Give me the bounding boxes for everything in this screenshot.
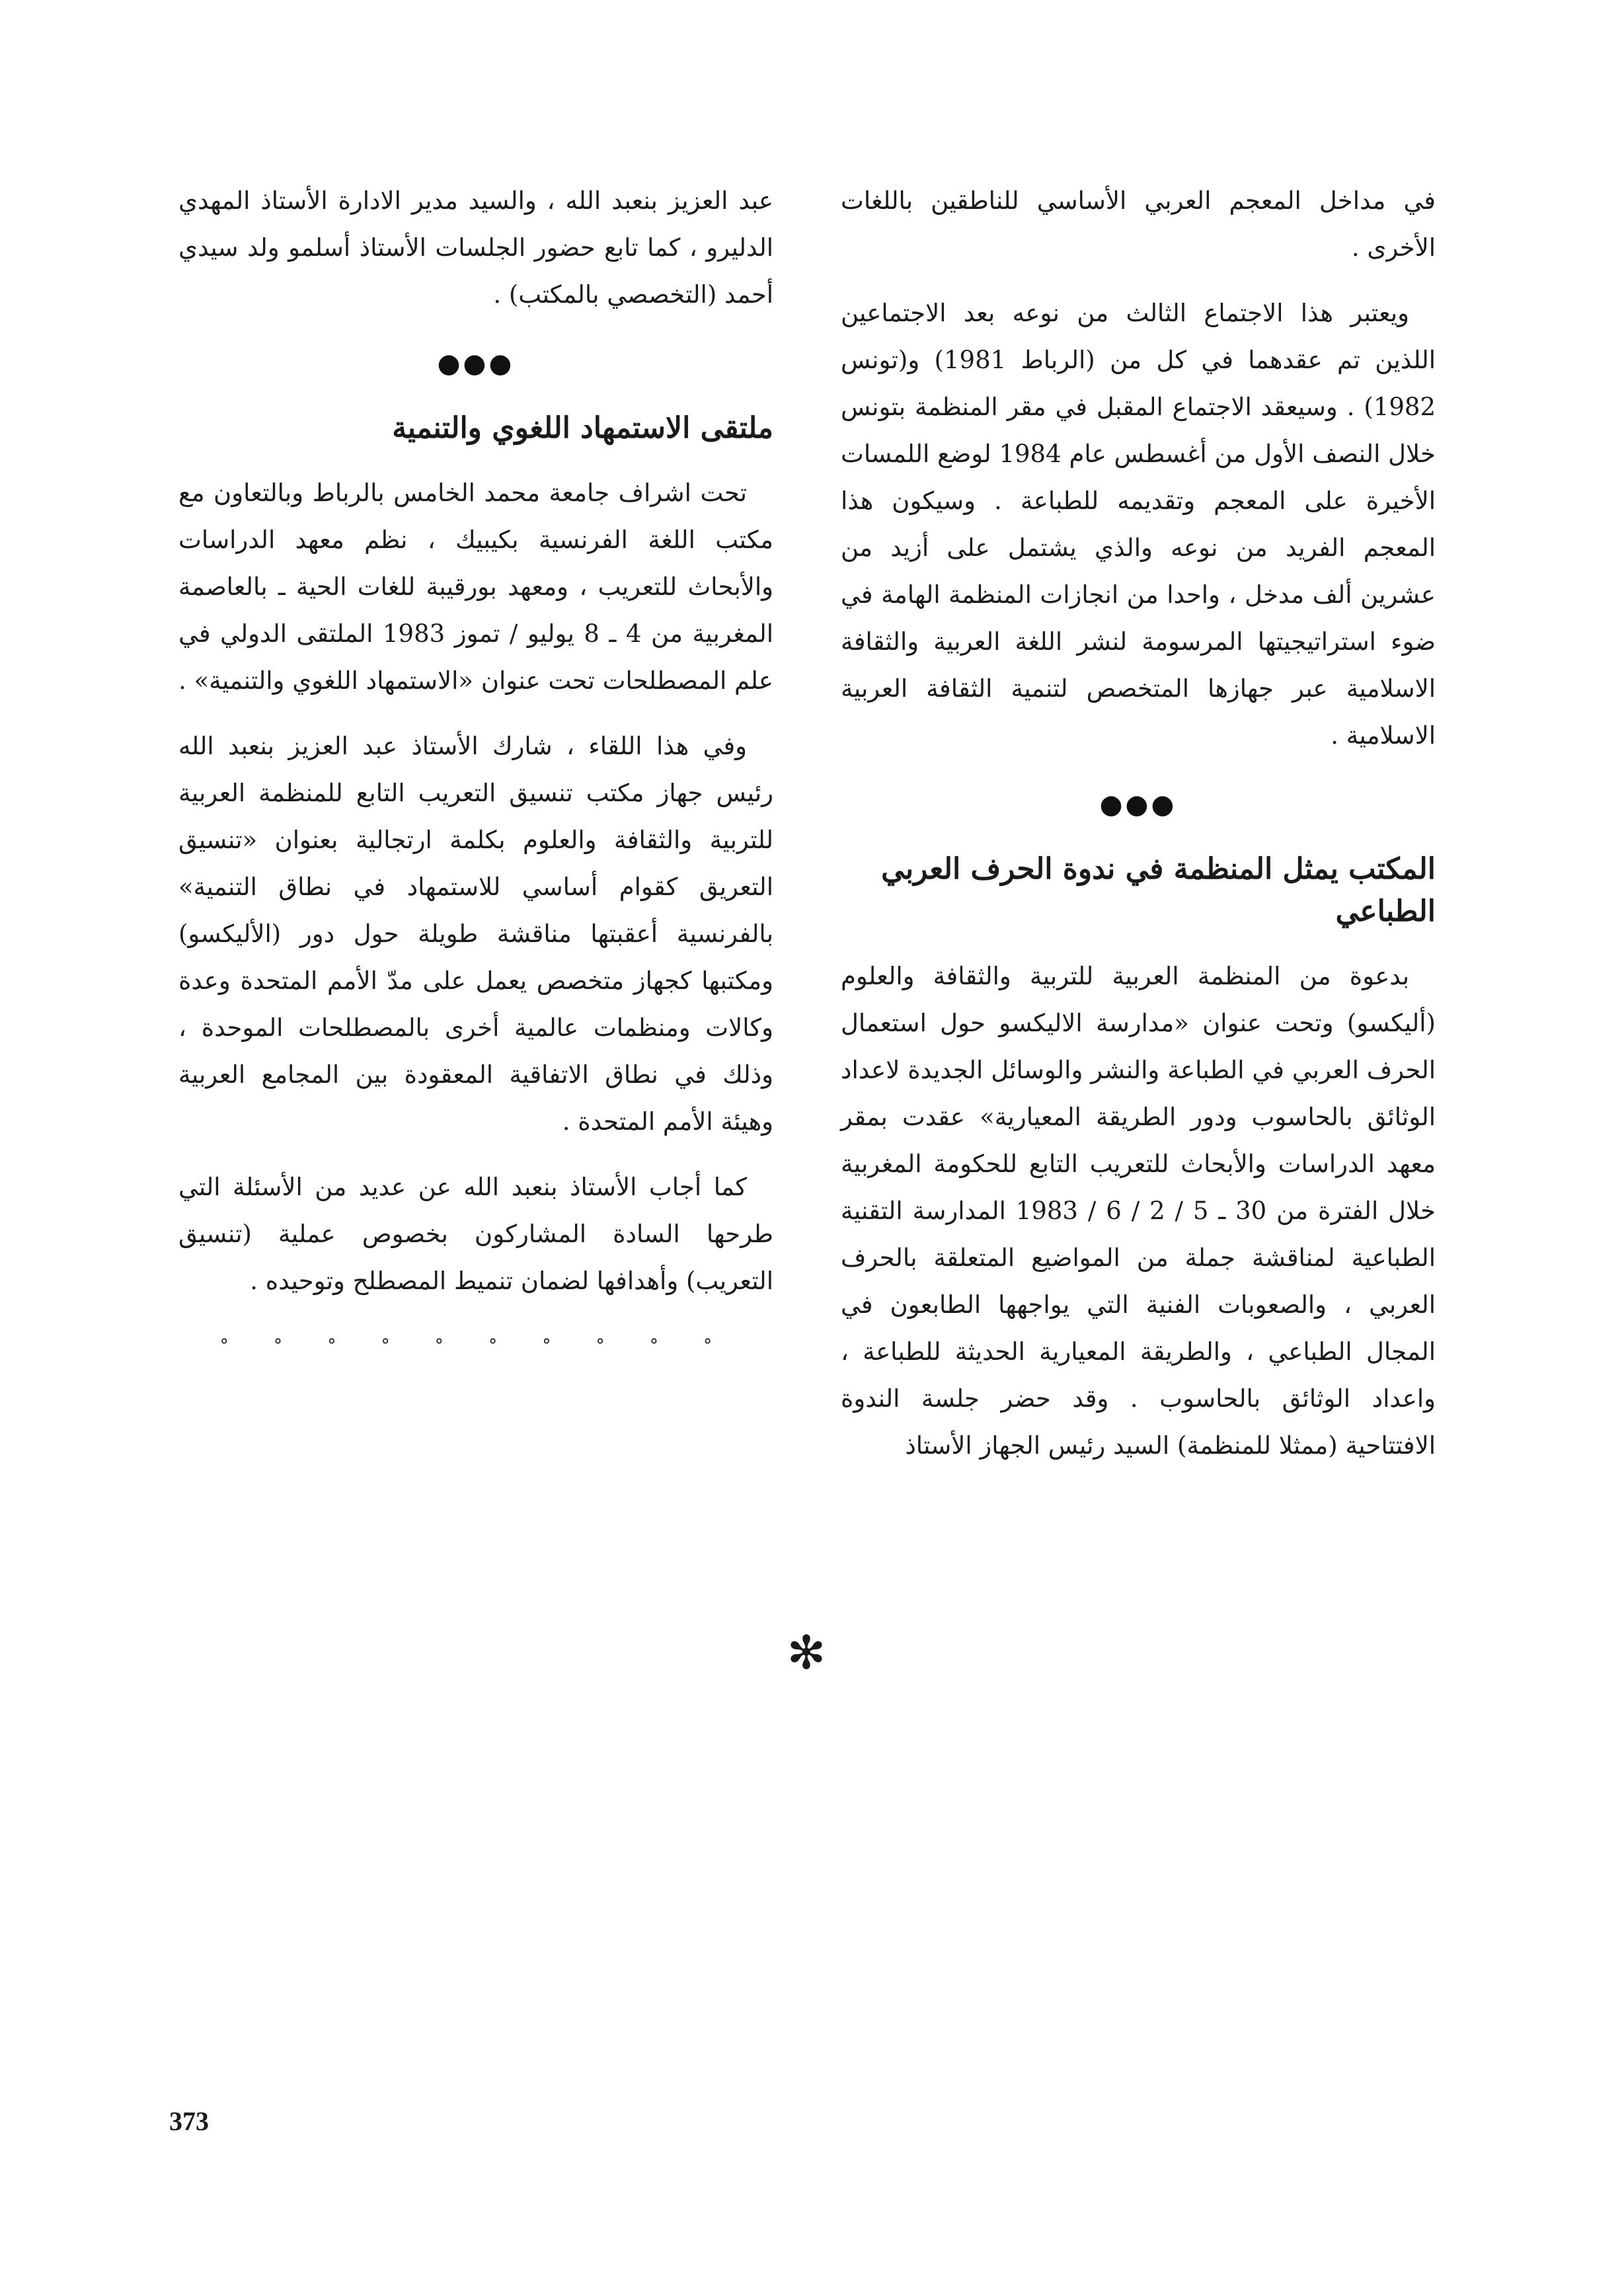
left-section-heading: ملتقى الاستمهاد اللغوي والتنمية <box>392 411 773 445</box>
left-paragraph-1: عبد العزيز بنعبد الله ، والسيد مدير الادارة الأستاذ المهدي الدليرو ، كما تابع حضور الجلسات الأستاذ أسلمو ولد سيدي أحمد (التخصصي بالمكتب) . <box>178 186 774 309</box>
right-paragraph-3: بدعوة من المنظمة العربية للتربية والثقافة والعلوم (أليكسو) وتحت عنوان «مدارسة الاليكسو حول استعمال الحرف العربي في الطباعة والنشر والوسائل الجديدة لاعداد الوثائق بالحاسوب ودور الطريقة المعيارية» عقدت بمقر معهد الدراسات والأبحاث للتعريب التابع للحكومة المغربية خلال الفترة من 30 ـ 5 / 2 / 6 / 1983 المدارسة التقنية الطباعية لمناقشة جملة من المواضيع المتعلقة بالحرف العربي ، والصعوبات الفنية التي يواجهها الطابعون في المجال الطباعي ، والطريقة المعيارية الحديثة للطباعة ، واعداد الوثائق بالحاسوب . وقد حضر جلسة الندوة الافتتاحية (ممثلا للمنظمة) السيد رئيس الجهاز الأستاذ <box>841 962 1436 1460</box>
star-ornament-icon: ✻ <box>787 1626 826 1680</box>
right-paragraph-2: ويعتبر هذا الاجتماع الثالث من نوعه بعد الاجتماعين اللذين تم عقدهما في كل من (الرباط 1981) و(تونس 1982) . وسيعقد الاجتماع المقبل في مقر المنظمة بتونس خلال النصف الأول من أغسطس عام 1984 لوضع اللمسات الأخيرة على المعجم وتقديمه للطباعة . وسيكون هذا المعجم الفريد من نوعه والذي يشتمل على أزيد من عشرين ألف مدخل ، واحدا من انجازات المنظمة الهامة في ضوء استراتيجيتها المرسومة لنشر اللغة العربية والثقافة الاسلامية عبر جهازها المتخصص لتنمية الثقافة العربية الاسلامية . <box>841 299 1436 750</box>
end-dots-ornament: ° ° ° ° ° ° ° ° ° ° <box>219 1336 732 1356</box>
right-section-separator: ●●● <box>1099 789 1177 820</box>
left-paragraph-3: وفي هذا اللقاء ، شارك الأستاذ عبد العزيز بنعبد الله رئيس جهاز مكتب تنسيق التعريب التابع للمنظمة العربية للتربية والثقافة والعلوم بكلمة ارتجالية بعنوان «تنسيق التعريق كقوام أساسي للاستمهاد في نطاق التنمية» بالفرنسية أعقبتها مناقشة طويلة حول دور (الأليكسو) ومكتبها كجهاز متخصص يعمل على مدّ الأمم المتحدة وعدة وكالات ومنظمات عالمية أخرى بالمصطلحات الموحدة ، وذلك في نطاق الاتفاقية المعقودة بين المجامع العربية وهيئة الأمم المتحدة . <box>178 732 773 1136</box>
left-paragraph-4: كما أجاب الأستاذ بنعبد الله عن عديد من الأسئلة التي طرحها السادة المشاركون بخصوص عملية (تنسيق التعريب) وأهدافها لضمان تنميط المصطلح وتوحيده . <box>178 1173 773 1295</box>
right-column <box>841 177 1436 1487</box>
left-column <box>178 177 773 1370</box>
right-paragraph-1: في مداخل المعجم العربي الأساسي للناطقين باللغات الأخرى . <box>841 186 1436 262</box>
page-number: 373 <box>169 2106 209 2136</box>
right-section-heading: المكتب يمثل المنظمة في ندوة الحرف العربي الطباعي <box>881 852 1436 928</box>
left-section-separator: ●●● <box>437 348 515 379</box>
left-paragraph-2: تحت اشراف جامعة محمد الخامس بالرباط وبالتعاون مع مكتب اللغة الفرنسية بكيبيك ، نظم معهد الدراسات والأبحاث للتعريب ، ومعهد بورقيبة للغات الحية ـ بالعاصمة المغربية من 4 ـ 8 يوليو / تموز 1983 الملتقى الدولي في علم المصطلحات تحت عنوان «الاستمهاد اللغوي والتنمية» . <box>178 479 773 695</box>
